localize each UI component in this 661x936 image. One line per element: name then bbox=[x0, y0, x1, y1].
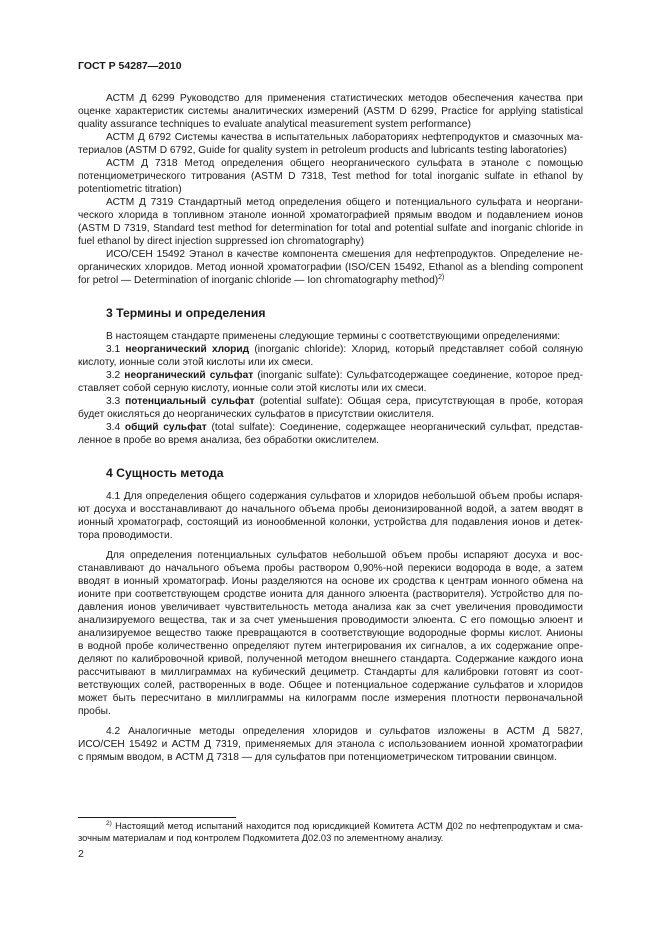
reference-line: АСТМ Д 7318 Метод определения общего неорганического сульфата в этаноле с помощью bbox=[106, 158, 583, 169]
paragraph-line: деляют по калибровочной кривой, полученной методом внешнего стандарта. Содержание каждого иона bbox=[78, 654, 583, 665]
section-4-heading: 4 Сущность метода bbox=[106, 466, 224, 480]
footnote-mark: 2) bbox=[438, 274, 445, 281]
reference-line: АСТМ Д 6299 Руководство для применения статистических методов обеспечения качества при bbox=[106, 93, 583, 104]
term-name: общий сульфат bbox=[124, 422, 207, 433]
paragraph-line: ионный хроматограф, состоящий из ионообменной колонки, устройства для подавления ионов и детек- bbox=[78, 517, 583, 528]
paragraph-line: с прямым вводом, в АСТМ Д 7318 — для сульфатов при потенциометрическом титровании свинцом. bbox=[78, 752, 557, 763]
paragraph-line: Для определения потенциальных сульфатов небольшой объем пробы испаряют досуха и вос- bbox=[106, 550, 583, 561]
term-3-3-cont: будет окисляться до неорганических сульфатов в присутствии окислителя. bbox=[78, 409, 435, 420]
paragraph-line: в водной пробе количественно определяют путем интегрирования их сигналов, а их содержание опре- bbox=[78, 641, 583, 652]
reference-line: органических хлоридов. Метод ионной хроматографии (ISO/CEN 15492, Ethanol as a blending component bbox=[78, 262, 583, 273]
paragraph-line: может быть пересчитано в миллиграммы на килограмм после измерения плотности первоначальной bbox=[78, 693, 583, 704]
term-3-2-cont: ставляет собой серную кислоту, ионные соли этой кислоты или их смеси. bbox=[78, 383, 427, 394]
reference-line: fuel ethanol by direct injection suppressed ion chromatography) bbox=[78, 236, 364, 247]
term-name: неорганический хлорид bbox=[125, 344, 250, 355]
paragraph-line: давления ионов увеличивает чувствительность метода анализа как за счет увеличения проводимости bbox=[78, 602, 583, 613]
term-3-1-cont: кислоту, ионные соли этой кислоты или их смеси. bbox=[78, 357, 314, 368]
paragraph-line: ИСО/СЕН 15492 и АСТМ Д 7319, применяемых для этанола с использованием ионной хроматографии bbox=[78, 739, 583, 750]
page-number: 2 bbox=[78, 848, 84, 860]
paragraph-line: ют досуха и восстанавливают до начального объема пробы деионизированной водой, а затем вводят в bbox=[78, 504, 583, 515]
paragraph-line: анализируемое вещество также превращаются в соответствующие водородные формы кислот. Анионы bbox=[78, 628, 583, 639]
reference-line: quality assurance techniques to evaluate analytical measurement system performance) bbox=[78, 119, 471, 130]
term-3-4-cont: ленное в пробе во время анализа, без обработки окислителем. bbox=[78, 435, 380, 446]
paragraph-line: рассчитывают в миллиграммах на кубический дециметр. Стандарты для калибровки готовят из соот- bbox=[78, 667, 583, 678]
paragraph-line: станавливают до начального объема пробы раствором 0,90%-ной перекиси водорода в воде, а затем bbox=[78, 563, 583, 574]
reference-line: ИСО/СЕН 15492 Этанол в качестве компонента смешения для нефтепродуктов. Определение не- bbox=[106, 249, 583, 260]
reference-line: оценке характеристик системы аналитических измерений (ASTM D 6299, Practice for applying statistical bbox=[78, 106, 583, 117]
paragraph-line: вводят в ионный хроматограф. Ионы разделяются на основе их сродства к центрам ионного обмена на bbox=[78, 576, 583, 587]
reference-line: АСТМ Д 6792 Системы качества в испытательных лабораториях нефтепродуктов и смазочных ма- bbox=[106, 132, 583, 143]
term-3-1: 3.1 неорганический хлорид (inorganic chloride): Хлорид, который представляет собой соляную bbox=[106, 344, 583, 355]
footnote-mark: 2) bbox=[106, 820, 112, 827]
paragraph-line: ветствующих солей, растворенных в воде. Общее и потенциальное содержание сульфатов и хлоридов bbox=[78, 680, 583, 691]
term-3-2: 3.2 неорганический сульфат (inorganic sulfate): Сульфатсодержащее соединение, которое пред- bbox=[106, 370, 583, 381]
footnote-line: зочным материалам и под контролем Подкомитета Д02.03 по элементному анализу. bbox=[78, 833, 444, 843]
paragraph-line: тора проводимости. bbox=[78, 530, 173, 541]
footnote-line: $^{2)}$ Настоящий метод испытаний находится под юрисдикцией Комитета АСТМ Д02 по нефтепродуктам и сма- bbox=[106, 820, 583, 831]
footnote-separator bbox=[78, 817, 236, 818]
section-3-heading: 3 Термины и определения bbox=[106, 306, 266, 320]
term-3-3: 3.3 потенциальный сульфат (potential sulfate): Общая сера, присутствующая в пробе, которая bbox=[106, 396, 583, 407]
reference-line: (ASTM D 7319, Standard test method for determination for total and potential sulfate and inorganic chloride in bbox=[78, 223, 583, 234]
paragraph-line: 4.1 Для определения общего содержания сульфатов и хлоридов небольшой объем пробы испаря- bbox=[106, 491, 583, 502]
reference-line: potentiometric titration) bbox=[78, 184, 182, 195]
page-header-standard: ГОСТ Р 54287—2010 bbox=[78, 60, 182, 72]
paragraph-line: пробы. bbox=[78, 706, 111, 717]
reference-line: ческого хлорида в топливном этаноле ионной хроматографией прямым вводом и подавлением ионов bbox=[78, 210, 583, 221]
reference-line: териалов (ASTM D 6792, Guide for quality system in petroleum products and lubricants testing laboratories) bbox=[78, 145, 567, 156]
term-name: потенциальный сульфат bbox=[125, 396, 255, 407]
section-3-intro: В настоящем стандарте применены следующие термины с соответствующими определениями: bbox=[106, 331, 561, 342]
reference-line: АСТМ Д 7319 Стандартный метод определения общего и потенциального сульфата и неоргани- bbox=[106, 197, 583, 208]
paragraph-line: 4.2 Аналогичные методы определения хлоридов и сульфатов изложены в АСТМ Д 5827, bbox=[106, 726, 583, 737]
paragraph-line: анализируемого вещества, так и за счет уменьшения проводимости элюента. С его помощью элюент и bbox=[78, 615, 583, 626]
paragraph-line: ионите при соответствующем сродстве ионита для данного элюента (растворителя). Устройство для по- bbox=[78, 589, 583, 600]
reference-line: потенциометрического титрования (ASTM D 7318, Test method for total inorganic sulfate in ethanol by bbox=[78, 171, 583, 182]
term-name: неорганический сульфат bbox=[124, 370, 254, 381]
term-3-4: 3.4 общий сульфат (total sulfate): Соединение, содержащее неорганический сульфат, представ- bbox=[106, 422, 583, 433]
reference-line: for petrol — Determination of inorganic chloride — Ion chromatography method)$^{2)}$ bbox=[78, 274, 445, 286]
